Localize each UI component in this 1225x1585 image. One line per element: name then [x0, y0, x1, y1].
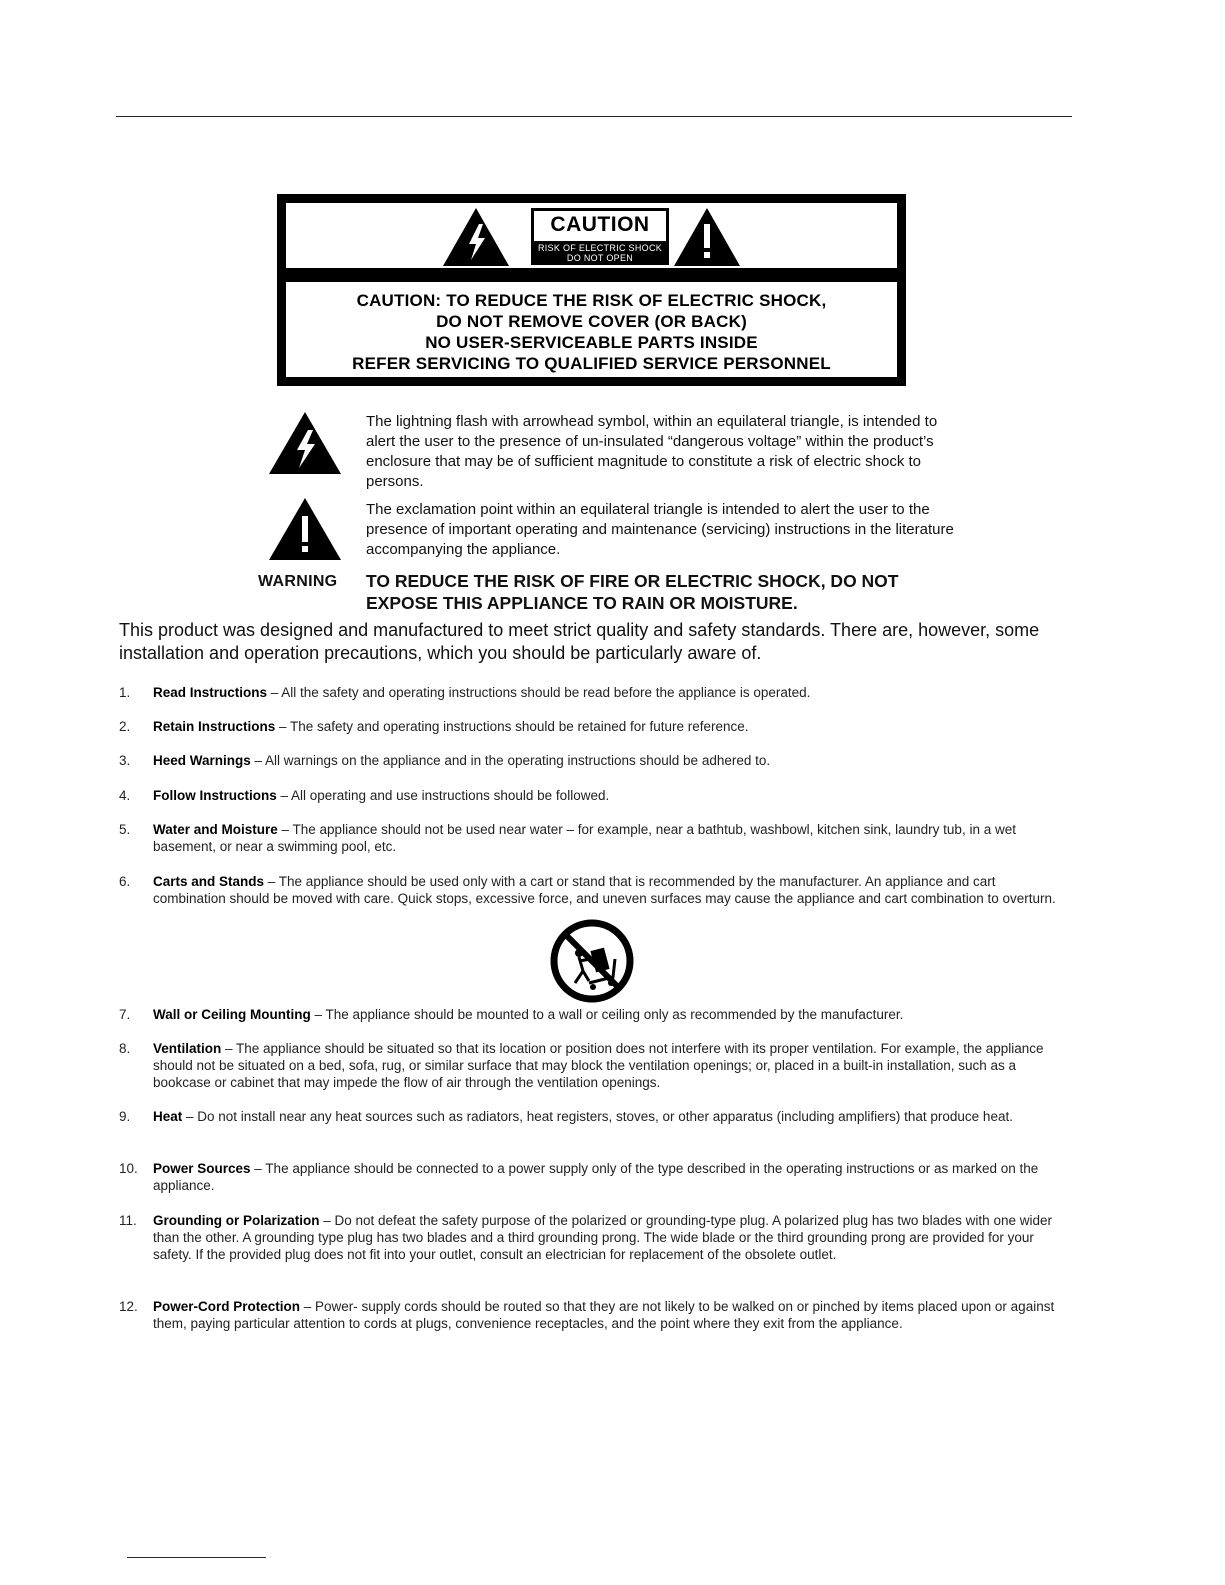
item-title: Heed Warnings [153, 753, 251, 768]
item-number: 9. [119, 1109, 131, 1124]
lightning-triangle-icon [443, 208, 509, 266]
item-title: Carts and Stands [153, 874, 265, 889]
caution-line: REFER SERVICING TO QUALIFIED SERVICE PERSONNEL [352, 354, 831, 373]
item-text: – The appliance should be mounted to a wall or ceiling only as recommended by the manufacturer. [310, 1007, 904, 1022]
caution-line: DO NOT REMOVE COVER (OR BACK) [436, 312, 747, 331]
item-number: 2. [119, 719, 131, 734]
exclamation-triangle-icon [269, 498, 341, 560]
caution-label-line2: DO NOT OPEN [566, 253, 634, 263]
item-number: 11. [119, 1213, 137, 1228]
item-text: – All the safety and operating instructions should be read before the appliance is operated. [267, 685, 811, 700]
item-text: – The appliance should be situated so that its location or position does not interfere with its proper ventilation. For example, the appliance should not be situated on a bed, sofa, rug, or similar surface that may block the ventilation openings; or, placed in a built-in installation, such as a bookcase or cabinet that may impede the flow of air through the ventilation openings. [153, 1041, 1044, 1090]
item-title: Power-Cord Protection [153, 1299, 301, 1314]
item-number: 6. [119, 874, 131, 889]
item-number: 8. [119, 1041, 131, 1056]
caution-line: NO USER-SERVICEABLE PARTS INSIDE [425, 333, 758, 352]
item-number: 10. [119, 1161, 138, 1176]
warning-text: TO REDUCE THE RISK OF FIRE OR ELECTRIC SHOCK, DO NOT EXPOSE THIS APPLIANCE TO RAIN OR MOISTURE. [366, 571, 899, 613]
item-title: Grounding or Polarization [153, 1213, 320, 1228]
item-title: Wall or Ceiling Mounting [153, 1007, 311, 1022]
item-text: – The appliance should not be used near water – for example, near a bathtub, washbowl, kitchen sink, laundry tub, in a wet basement, or near a swimming pool, etc. [153, 822, 1016, 854]
item-number: 12. [119, 1299, 138, 1314]
warning-label: WARNING [258, 573, 338, 590]
caution-label-panel [286, 203, 897, 268]
item-text: – Do not defeat the safety purpose of the polarized or grounding-type plug. A polarized plug has two blades with one wider than the other. A grounding type plug has two blades and a third grounding prong. The wide blade or the third grounding prong are provided for your safety. If the provided plug does not fit into your outlet, consult an electrician for replacement of the obsolete outlet. [153, 1213, 1052, 1262]
item-title: Read Instructions [153, 685, 268, 700]
lightning-symbol-explanation: The lightning flash with arrowhead symbol, within an equilateral triangle, is intended to alert the user to the presence of un-insulated “dangerous voltage” within the product’s enclosure that may be of sufficient magnitude to constitute a risk of electric shock to persons. [366, 413, 938, 490]
item-number: 3. [119, 753, 131, 768]
item-text: – The appliance should be connected to a power supply only of the type described in the operating instructions or as marked on the appliance. [153, 1161, 1039, 1193]
caution-line: CAUTION: TO REDUCE THE RISK OF ELECTRIC SHOCK, [356, 291, 827, 310]
caution-label-line1: RISK OF ELECTRIC SHOCK [537, 243, 663, 253]
item-title: Heat [153, 1109, 183, 1124]
item-title: Follow Instructions [153, 788, 277, 803]
lightning-triangle-icon [269, 412, 341, 474]
exclamation-symbol-explanation: The exclamation point within an equilateral triangle is intended to alert the user to the presence of important operating and maintenance (servicing) instructions in the literature accompanying the appliance. [366, 501, 954, 558]
caution-lines [286, 290, 897, 374]
item-number: 1. [119, 685, 131, 700]
item-text: – The appliance should be used only with a cart or stand that is recommended by the manufacturer. An appliance and cart combination should be moved with care. Quick stops, excessive force, and uneven surfaces may cause the appliance and cart combination to overturn. [153, 874, 1056, 906]
item-title: Ventilation [153, 1041, 222, 1056]
footer-rule [127, 1557, 266, 1558]
intro-paragraph: This product was designed and manufactured to meet strict quality and safety standards. There are, however, some installation and operation precautions, which you should be particularly aware of. [119, 620, 1040, 663]
caution-text-panel [286, 282, 897, 377]
cart-tip-over-warning-icon [549, 919, 635, 1003]
item-number: 7. [119, 1007, 131, 1022]
item-title: Power Sources [153, 1161, 251, 1176]
item-text: – Power- supply cords should be routed so that they are not likely to be walked on or pinched by items placed upon or against them, paying particular attention to cords at plugs, convenience receptacles, and the point where they exit from the appliance. [153, 1299, 1055, 1331]
item-text: – All warnings on the appliance and in the operating instructions should be adhered to. [250, 753, 771, 768]
caution-label [531, 208, 669, 265]
exclamation-triangle-icon [674, 208, 740, 266]
caution-label-title: CAUTION [550, 213, 650, 236]
item-title: Water and Moisture [153, 822, 278, 837]
item-text: – Do not install near any heat sources such as radiators, heat registers, stoves, or other apparatus (including amplifiers) that produce heat. [182, 1109, 1013, 1124]
item-number: 4. [119, 788, 131, 803]
item-text: – The safety and operating instructions should be retained for future reference. [275, 719, 749, 734]
item-text: – All operating and use instructions should be followed. [276, 788, 610, 803]
item-number: 5. [119, 822, 131, 837]
header-rule [116, 116, 1072, 117]
caution-box [277, 194, 906, 386]
item-title: Retain Instructions [153, 719, 276, 734]
